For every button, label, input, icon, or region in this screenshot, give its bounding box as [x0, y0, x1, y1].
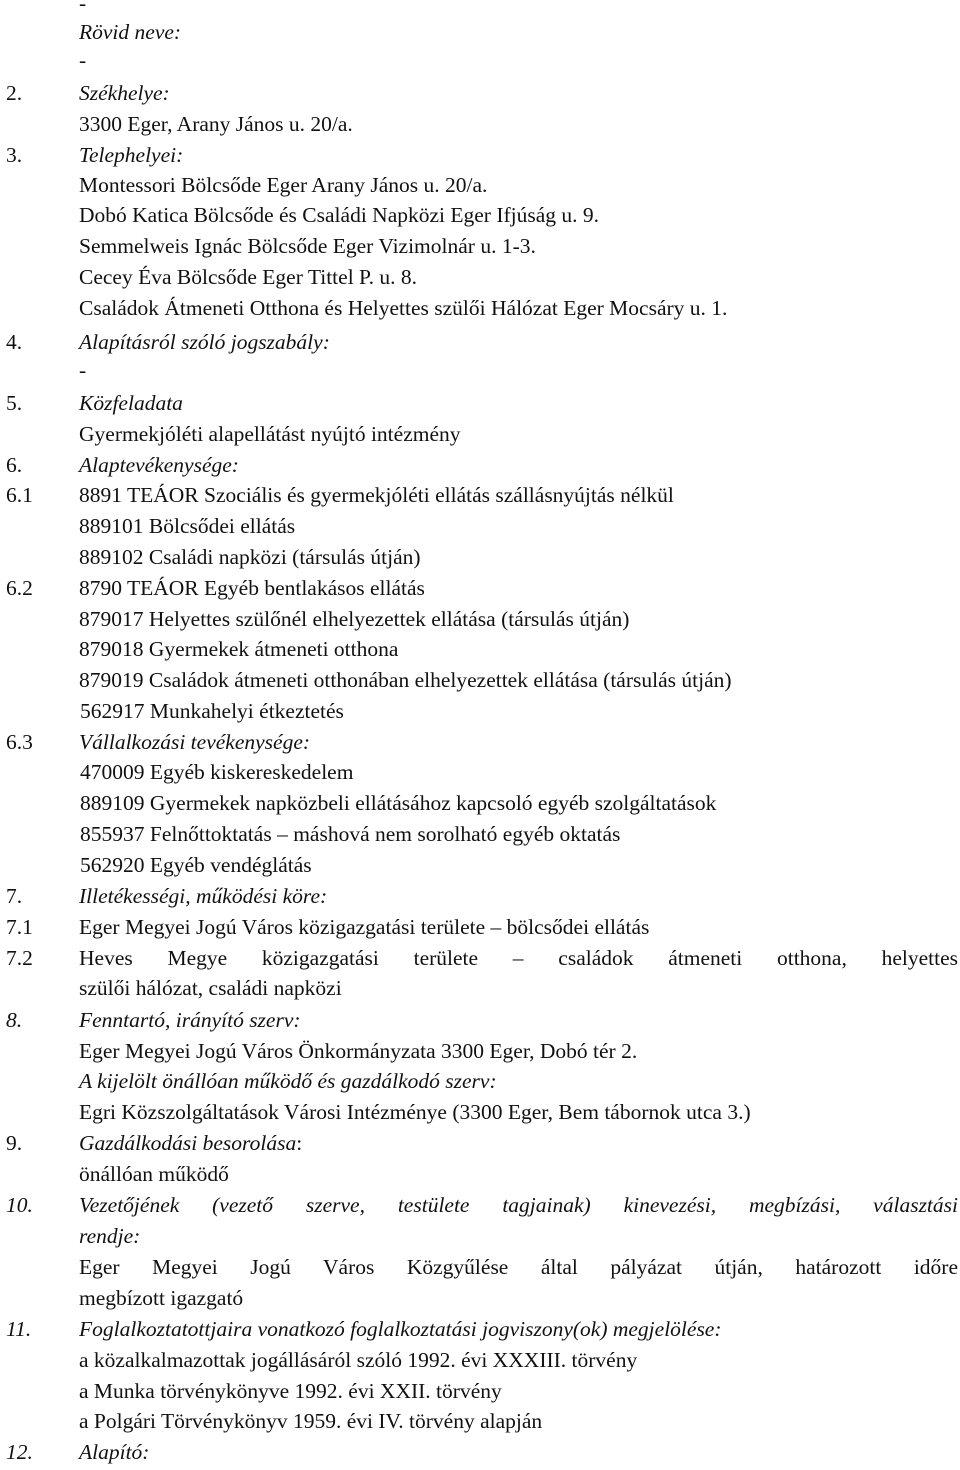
finance-class-label: Gazdálkodási besorolása [79, 1131, 297, 1155]
short-name-label-line [0, 17, 960, 47]
section-number: 3. [6, 143, 23, 167]
core-activity-heading [0, 450, 960, 480]
maintainer-label: Fenntartó, irányító szerv: [79, 1008, 301, 1032]
activity-line [0, 573, 960, 603]
section-number: 6.1 [6, 483, 33, 507]
maintainer-value: Eger Megyei Jogú Város Önkormányzata 3300 Eger, Dobó tér 2. [79, 1039, 638, 1063]
activity-text: 562920 Egyéb vendéglátás [80, 853, 312, 877]
section-number: 12. [6, 1440, 33, 1464]
activity-line [0, 604, 960, 634]
head-appointment-value-continuation [0, 1283, 960, 1313]
site-item [0, 293, 960, 323]
activity-line [0, 665, 960, 695]
activity-line [0, 819, 960, 849]
seat-heading [0, 78, 960, 108]
managing-body-value: Egri Közszolgáltatások Városi Intézménye (3300 Eger, Bem tábornok utca 3.) [79, 1100, 751, 1124]
site-text: Családok Átmeneti Otthona és Helyettes szülői Hálózat Eger Mocsáry u. 1. [79, 296, 728, 320]
site-text: Dobó Katica Bölcsőde és Családi Napközi Eger Ifjúság u. 9. [79, 203, 600, 227]
site-text: Montessori Bölcsőde Eger Arany János u. 20/a. [79, 173, 488, 197]
site-text: Cecey Éva Bölcsőde Eger Tittel P. u. 8. [79, 265, 417, 289]
employment-item [0, 1345, 960, 1375]
site-text: Semmelweis Ignác Bölcsőde Eger Vizimolnár u. 1-3. [79, 234, 536, 258]
dash-line [0, 0, 960, 18]
founding-law-heading [0, 327, 960, 357]
jurisdiction-text: szülői hálózat, családi napközi [79, 976, 342, 1000]
activity-text: 855937 Felnőttoktatás – máshová nem sorolható egyéb oktatás [80, 822, 621, 846]
public-task-label: Közfeladata [79, 391, 183, 415]
section-number: 5. [6, 391, 23, 415]
seat-value-line [0, 109, 960, 139]
activity-text: 879018 Gyermekek átmeneti otthona [79, 637, 399, 661]
public-task-value: Gyermekjóléti alapellátást nyújtó intézmény [79, 422, 461, 446]
activity-line [0, 542, 960, 572]
section-number: 10. [6, 1193, 33, 1217]
employment-text: a Munka törvénykönyve 1992. évi XXII. törvény [79, 1379, 502, 1403]
activity-line [0, 634, 960, 664]
finance-class-colon: : [296, 1131, 303, 1155]
section-number: 7. [6, 884, 23, 908]
activity-line [0, 757, 960, 787]
section-number: 7.1 [6, 915, 33, 939]
founder-heading [0, 1437, 960, 1467]
managing-body-label: A kijelölt önállóan működő és gazdálkodó szerv: [79, 1069, 497, 1093]
public-task-heading [0, 388, 960, 418]
section-number: 2. [6, 81, 23, 105]
employment-text: a Polgári Törvénykönyv 1959. évi IV. törvény alapján [79, 1409, 543, 1433]
employment-heading [0, 1314, 960, 1344]
section-number: 9. [6, 1131, 23, 1155]
head-appointment-value-line [0, 1252, 960, 1282]
activity-line [0, 511, 960, 541]
jurisdiction-heading [0, 881, 960, 911]
finance-class-value-line [0, 1159, 960, 1189]
managing-body-value-line [0, 1097, 960, 1127]
activity-text: 889109 Gyermekek napközbeli ellátásához kapcsoló egyéb szolgáltatások [80, 791, 717, 815]
managing-body-label-line [0, 1066, 960, 1096]
maintainer-value-line [0, 1036, 960, 1066]
sites-heading [0, 140, 960, 170]
jurisdiction-label: Illetékességi, működési köre: [79, 884, 328, 908]
jurisdiction-item [0, 943, 960, 973]
seat-label: Székhelye: [79, 81, 170, 105]
activity-line [0, 696, 960, 726]
business-activity-label: Vállalkozási tevékenysége: [79, 730, 311, 754]
head-appointment-heading [0, 1190, 960, 1220]
finance-class-heading [0, 1128, 960, 1158]
jurisdiction-item [0, 912, 960, 942]
activity-line [0, 850, 960, 880]
activity-text: 8790 TEÁOR Egyéb bentlakásos ellátás [79, 576, 425, 600]
maintainer-heading [0, 1005, 960, 1035]
activity-text: 8891 TEÁOR Szociális és gyermekjóléti ellátás szállásnyújtás nélkül [79, 483, 674, 507]
head-appointment-label: rendje: [79, 1224, 141, 1248]
dash: - [79, 0, 87, 15]
section-number: 11. [6, 1317, 32, 1341]
core-activity-label: Alaptevékenysége: [79, 453, 239, 477]
jurisdiction-text: Eger Megyei Jogú Város közigazgatási területe – bölcsődei ellátás [79, 915, 650, 939]
activity-line [0, 480, 960, 510]
founding-law-value-line [0, 355, 960, 385]
employment-text: a közalkalmazottak jogállásáról szóló 1992. évi XXXIII. törvény [79, 1348, 638, 1372]
employment-item [0, 1376, 960, 1406]
founding-law-value: - [79, 358, 87, 382]
sites-label: Telephelyei: [79, 143, 184, 167]
activity-text: 562917 Munkahelyi étkeztetés [80, 699, 344, 723]
short-name-value: - [79, 48, 87, 72]
section-number: 6.2 [6, 576, 33, 600]
section-number: 6.3 [6, 730, 33, 754]
activity-text: 889101 Bölcsődei ellátás [79, 514, 296, 538]
section-number: 6. [6, 453, 23, 477]
justified-line [79, 1252, 958, 1282]
activity-text: 879019 Családok átmeneti otthonában elhelyezettek ellátása (társulás útján) [79, 668, 732, 692]
finance-class-value: önállóan működő [79, 1162, 229, 1186]
justified-line [79, 943, 958, 973]
jurisdiction-continuation [0, 973, 960, 1003]
seat-value: 3300 Eger, Arany János u. 20/a. [79, 112, 353, 136]
employment-label: Foglalkoztatottjaira vonatkozó foglalkoztatási jogviszony(ok) megjelölése: [79, 1317, 722, 1341]
founder-label: Alapító: [79, 1440, 150, 1464]
activity-text: 470009 Egyéb kiskereskedelem [80, 760, 354, 784]
finance-class-label-group [79, 1128, 302, 1158]
head-appointment-value: Eger Megyei Jogú Város Közgyűlése által pályázat útján, határozott időre [79, 1255, 958, 1279]
site-item [0, 231, 960, 261]
head-appointment-label: Vezetőjének (vezető szerve, testülete tagjainak) kinevezési, megbízási, választási [79, 1193, 958, 1217]
head-appointment-value: megbízott igazgató [79, 1286, 244, 1310]
business-activity-heading [0, 727, 960, 757]
site-item [0, 200, 960, 230]
founding-law-label: Alapításról szóló jogszabály: [79, 330, 330, 354]
activity-line [0, 788, 960, 818]
short-name-label: Rövid neve: [79, 20, 182, 44]
employment-item [0, 1406, 960, 1436]
public-task-value-line [0, 419, 960, 449]
site-item [0, 170, 960, 200]
head-appointment-label-continuation [0, 1221, 960, 1251]
activity-text: 889102 Családi napközi (társulás útján) [79, 545, 421, 569]
site-item [0, 262, 960, 292]
short-name-value-line [0, 45, 960, 75]
activity-text: 879017 Helyettes szülőnél elhelyezettek ellátása (társulás útján) [79, 607, 630, 631]
jurisdiction-text: Heves Megye közigazgatási területe – családok átmeneti otthona, helyettes [79, 946, 958, 970]
section-number: 4. [6, 330, 23, 354]
section-number: 8. [6, 1008, 23, 1032]
section-number: 7.2 [6, 946, 33, 970]
justified-line [79, 1190, 958, 1220]
